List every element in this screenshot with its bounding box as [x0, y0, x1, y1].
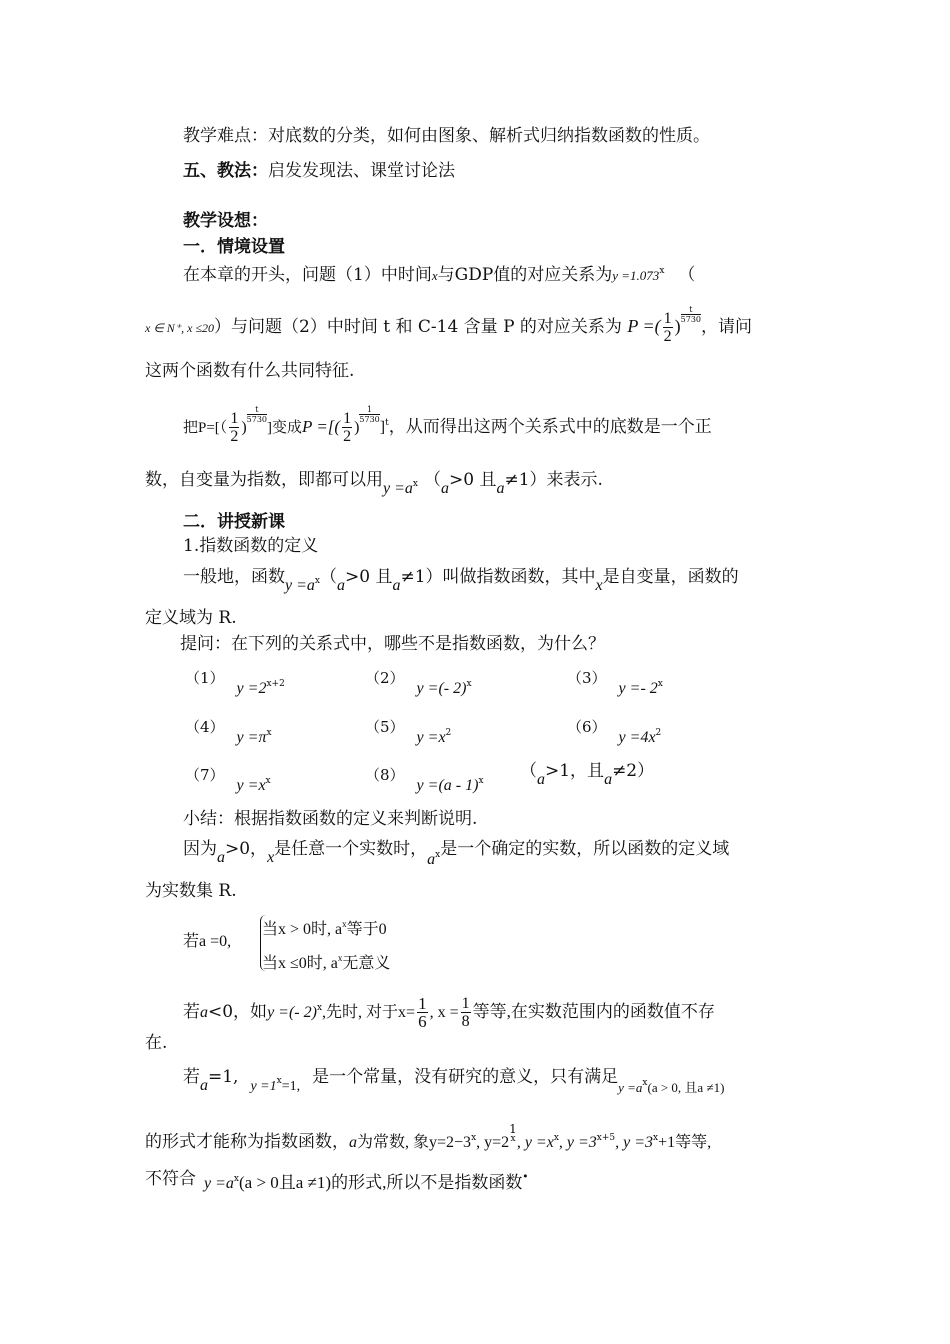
section2-title: 二．讲授新课 [183, 512, 285, 532]
case0-line-1 [262, 913, 387, 941]
p4-fraction-1 [229, 410, 239, 445]
one-var-a: a [200, 1077, 208, 1094]
exercise-formula-sup: x [266, 728, 272, 738]
def-var-a1: a [336, 577, 345, 594]
p4-formula-P: P =[( [302, 417, 341, 436]
exercise-formula: y =(- 2) [416, 680, 467, 697]
question: 提问：在下列的关系式中，哪些不是指数函数，为什么？ [180, 634, 605, 654]
p5-var-a: a [440, 480, 449, 497]
p4-fraction-2 [342, 410, 352, 445]
teaching-difficulty: 教学难点：对底数的分类，如何由图象、解析式归纳指数函数的性质。 [183, 126, 710, 146]
cond-text-b: >1，且 [545, 761, 605, 781]
teaching-method-label: 五、教法： [183, 161, 268, 181]
cond-paren: （ [520, 761, 537, 781]
p2-close: ) [674, 316, 681, 336]
p2-text-b: ，请问 [701, 317, 753, 337]
because-text-d: 是一个确定的实数，所以函数的定义域 [440, 839, 730, 859]
neg-frac1-num: 1 [418, 994, 427, 1013]
exercise-formula-sup: x [657, 679, 663, 689]
negative-case [183, 995, 715, 1030]
p4-frac1-num: 1 [230, 410, 239, 427]
exercise-item [185, 663, 285, 697]
p2-condition: x ∈ N⁺, x ≤20 [145, 321, 215, 335]
paragraph-1 [183, 260, 695, 287]
exercise-formula-sup: 2 [445, 728, 452, 738]
p2-frac-num: 1 [663, 310, 672, 327]
exercise-label: （1） [185, 669, 225, 687]
def-var-a2: a [392, 577, 401, 594]
form-text-f: , y =3 [615, 1134, 654, 1151]
one-text-b: =1, [208, 1067, 239, 1087]
summary: 小结：根据指数函数的定义来判断说明. [183, 809, 478, 829]
p2-exp-den: 5730 [680, 315, 702, 324]
p4-text-b: ]变成 [267, 420, 302, 436]
p5-text-d: ≠1）来表示. [504, 470, 603, 490]
neg-text-c: ,先时, 对于x= [322, 1004, 416, 1021]
exercise-item [365, 663, 472, 697]
teaching-method-text: 启发发现法、课堂讨论法 [268, 161, 455, 181]
form-text-d: , y =x [516, 1134, 554, 1151]
definition-title: 1.指数函数的定义 [183, 536, 319, 556]
p1-text-b: 与GDP值的对应关系为 [437, 265, 613, 285]
design-title: 教学设想： [183, 211, 268, 231]
p5-paren: （ [423, 470, 441, 490]
neg-fraction-1 [417, 995, 428, 1030]
last-formula: y =a [204, 1175, 234, 1192]
exercise-label: （8） [365, 766, 405, 784]
cond-var-a2: a [604, 771, 613, 788]
p4-text-a: 把P=[（ [183, 420, 228, 436]
neg-frac1-den: 6 [418, 1012, 427, 1031]
one-form-end: (a > 0, 且a ≠1) [647, 1080, 725, 1095]
case0-l1-end: 等于0 [346, 921, 387, 938]
p2-exp-num: t [681, 305, 701, 315]
last-text-a: 不符合 [145, 1169, 196, 1189]
form-c-sup-num: 1 [509, 1122, 517, 1136]
p1-formula: y =1.073 [612, 268, 660, 283]
form-text-b: 为常数, 象y=2−3 [357, 1134, 472, 1151]
definition-line-2: 定义域为 R. [145, 608, 237, 628]
exercise-label: （3） [567, 669, 607, 687]
p4-frac2-den: 2 [343, 428, 352, 445]
paragraph-3: 这两个函数有什么共同特征. [145, 361, 355, 381]
neg-fraction-2 [461, 995, 471, 1030]
neg-formula: y =(- 2) [267, 1004, 317, 1021]
neg-text-d: , x = [429, 1004, 459, 1021]
paragraph-5 [145, 465, 603, 497]
form-line [145, 1124, 711, 1154]
definition-line-1 [183, 562, 739, 594]
form-c-sup: x [510, 1134, 516, 1144]
because-var-ax: a [427, 851, 436, 868]
def-text-e: 是自变量，函数的 [602, 567, 739, 587]
exercise-label: （2） [365, 669, 405, 687]
case0-l2-sup: x [337, 953, 343, 963]
negative-case-line-2: 在. [145, 1033, 168, 1053]
form-text-c: , y=2 [476, 1134, 510, 1151]
p4-frac1-den: 2 [230, 428, 239, 445]
condition-note [520, 760, 655, 788]
case0-line-2 [262, 947, 390, 975]
neg-var-a: a [200, 1004, 208, 1021]
because-line-2: 为实数集 R. [145, 881, 237, 901]
because-text-a: 因为 [183, 839, 217, 859]
neg-text-a: 若 [183, 1002, 200, 1022]
exercise-item [185, 760, 271, 794]
p4-exponent-2 [359, 405, 379, 424]
last-formula-sup: x [233, 1174, 239, 1184]
p5-text-c: >0 且 [448, 470, 497, 490]
exercise-formula-sup: x [466, 679, 472, 689]
p2-exponent [681, 305, 701, 324]
exercise-item [365, 760, 484, 794]
case0-l1-sup: x [342, 919, 347, 929]
one-text-a: 若 [183, 1067, 200, 1087]
because-var-a: a [217, 849, 225, 866]
neg-frac2-num: 1 [461, 995, 470, 1012]
one-formula-sup: x [276, 1076, 282, 1086]
exercise-formula: y =- 2 [618, 680, 658, 697]
def-paren: （ [319, 567, 337, 587]
exercise-item [567, 663, 663, 697]
case0-l2-end: 无意义 [342, 955, 391, 972]
exercise-label: （4） [185, 718, 225, 736]
neg-text-e: 等等,在实数范围内的函数值不存 [472, 1002, 715, 1021]
exercise-item [365, 712, 452, 746]
teaching-method [183, 160, 455, 182]
p4-text-c: ，从而得出这两个关系式中的底数是一个正 [388, 417, 712, 437]
p4-close: ) [354, 419, 360, 436]
last-line [145, 1164, 528, 1191]
because-text-c: 是任意一个实数时， [274, 839, 428, 859]
exercise-formula: y =x [416, 729, 446, 746]
exercise-label: （6） [567, 718, 607, 736]
p4-bracket-sup: t [385, 418, 389, 428]
one-text-c: =1, [281, 1079, 301, 1094]
p4-frac2-num: 1 [343, 410, 352, 427]
neg-frac2-den: 8 [461, 1013, 470, 1030]
exercise-label: （5） [365, 718, 405, 736]
one-formula: y =1 [250, 1079, 277, 1094]
one-case [183, 1062, 725, 1095]
because-text-b: >0， [225, 839, 268, 859]
p4-exp1-den: 5730 [246, 415, 267, 424]
last-text-b: (a > 0且a ≠1)的形式,所以不是指数函数 [238, 1173, 523, 1192]
def-text-d: ≠1）叫做指数函数，其中 [400, 567, 596, 587]
last-dot: · [522, 1167, 529, 1187]
p4-exponent-1 [247, 405, 267, 424]
form-b-sup: x [471, 1133, 477, 1143]
p5-formula-sup: x [412, 479, 418, 489]
exercise-formula: y =4x [618, 729, 656, 746]
case0-l1-text: 当x > 0时, a [262, 921, 343, 938]
exercise-formula-sup: x [478, 776, 484, 786]
def-formula-sup: x [314, 576, 320, 586]
def-text-a: 一般地，函数 [183, 567, 285, 587]
exercise-formula-sup: x+2 [266, 679, 285, 689]
p5-var-a2: a [496, 480, 505, 497]
exercise-item [185, 712, 272, 746]
p1-text-a: 在本章的开头，问题（1）中时间 [183, 265, 432, 285]
def-var-x: x [595, 577, 603, 594]
p2-formula-P: P =( [627, 316, 661, 336]
p2-text-a: ）与问题（2）中时间 t 和 C-14 含量 P 的对应关系为 [214, 317, 622, 337]
form-d-sup: x [553, 1133, 559, 1143]
because-line-1 [183, 834, 730, 868]
form-e-sup: x+5 [596, 1133, 616, 1143]
neg-text-b: <0，如 [208, 1002, 268, 1022]
paragraph-2 [145, 305, 752, 345]
p4-bracket: ] [379, 419, 386, 436]
form-c-exponent [509, 1124, 517, 1144]
paragraph-4: 把P=[（ $\frac{1}{2}$ ) $\frac{t}{5730}$ ]变成P =[( $\frac{1}{2}$ ) $\frac{1}{5730}$ ]$^t$，从而得出这两个关系式中的底数是一个正 [183, 405, 712, 445]
one-text-d: 是一个常量，没有研究的意义，只有满足 [312, 1067, 619, 1087]
exercise-item [567, 712, 662, 746]
one-form-sup: x [642, 1078, 648, 1088]
cond-text-c: ≠2） [612, 761, 655, 781]
neg-formula-sup: x [316, 1003, 323, 1013]
exercise-formula: y =2 [236, 680, 267, 697]
def-text-c: >0 且 [344, 567, 393, 587]
section1-title: 一．情境设置 [183, 237, 285, 257]
p1-paren: （ [678, 265, 696, 285]
form-text-a: 的形式才能称为指数函数， [145, 1132, 349, 1152]
form-var-a: a [349, 1134, 357, 1151]
p2-fraction [663, 310, 673, 345]
exercise-formula: y =π [236, 729, 267, 746]
p2-frac-den: 2 [663, 328, 672, 345]
exercise-label: （7） [185, 766, 225, 784]
p1-formula-sup: x [659, 266, 665, 276]
one-form: y =a [618, 1080, 643, 1095]
cond-var-a: a [537, 771, 545, 788]
because-sup: x [435, 850, 441, 860]
exercise-formula: y =x [236, 777, 266, 794]
form-f-sup: x [653, 1133, 659, 1143]
exercise-formula-sup: x [265, 776, 271, 786]
form-text-e: , y =3 [558, 1134, 597, 1151]
case0-prefix: 若a =0, [183, 933, 232, 950]
p4-exp2-den: 5730 [359, 415, 380, 424]
p4-exp2-num: 1 [359, 405, 379, 415]
form-text-g: +1等等, [658, 1134, 712, 1151]
because-var-x: x [267, 849, 275, 866]
case0-l2-text: 当x ≤0时, a [262, 955, 338, 972]
p1-var-x: x [431, 268, 438, 283]
def-formula: y =a [285, 577, 315, 594]
p5-text-a: 数，自变量为指数，即都可以用 [145, 470, 383, 490]
p4-exp1-num: t [247, 405, 267, 415]
exercise-formula-sup: 2 [655, 728, 662, 738]
exercise-formula: y =(a - 1) [416, 777, 479, 794]
p5-formula: y =a [383, 480, 413, 497]
